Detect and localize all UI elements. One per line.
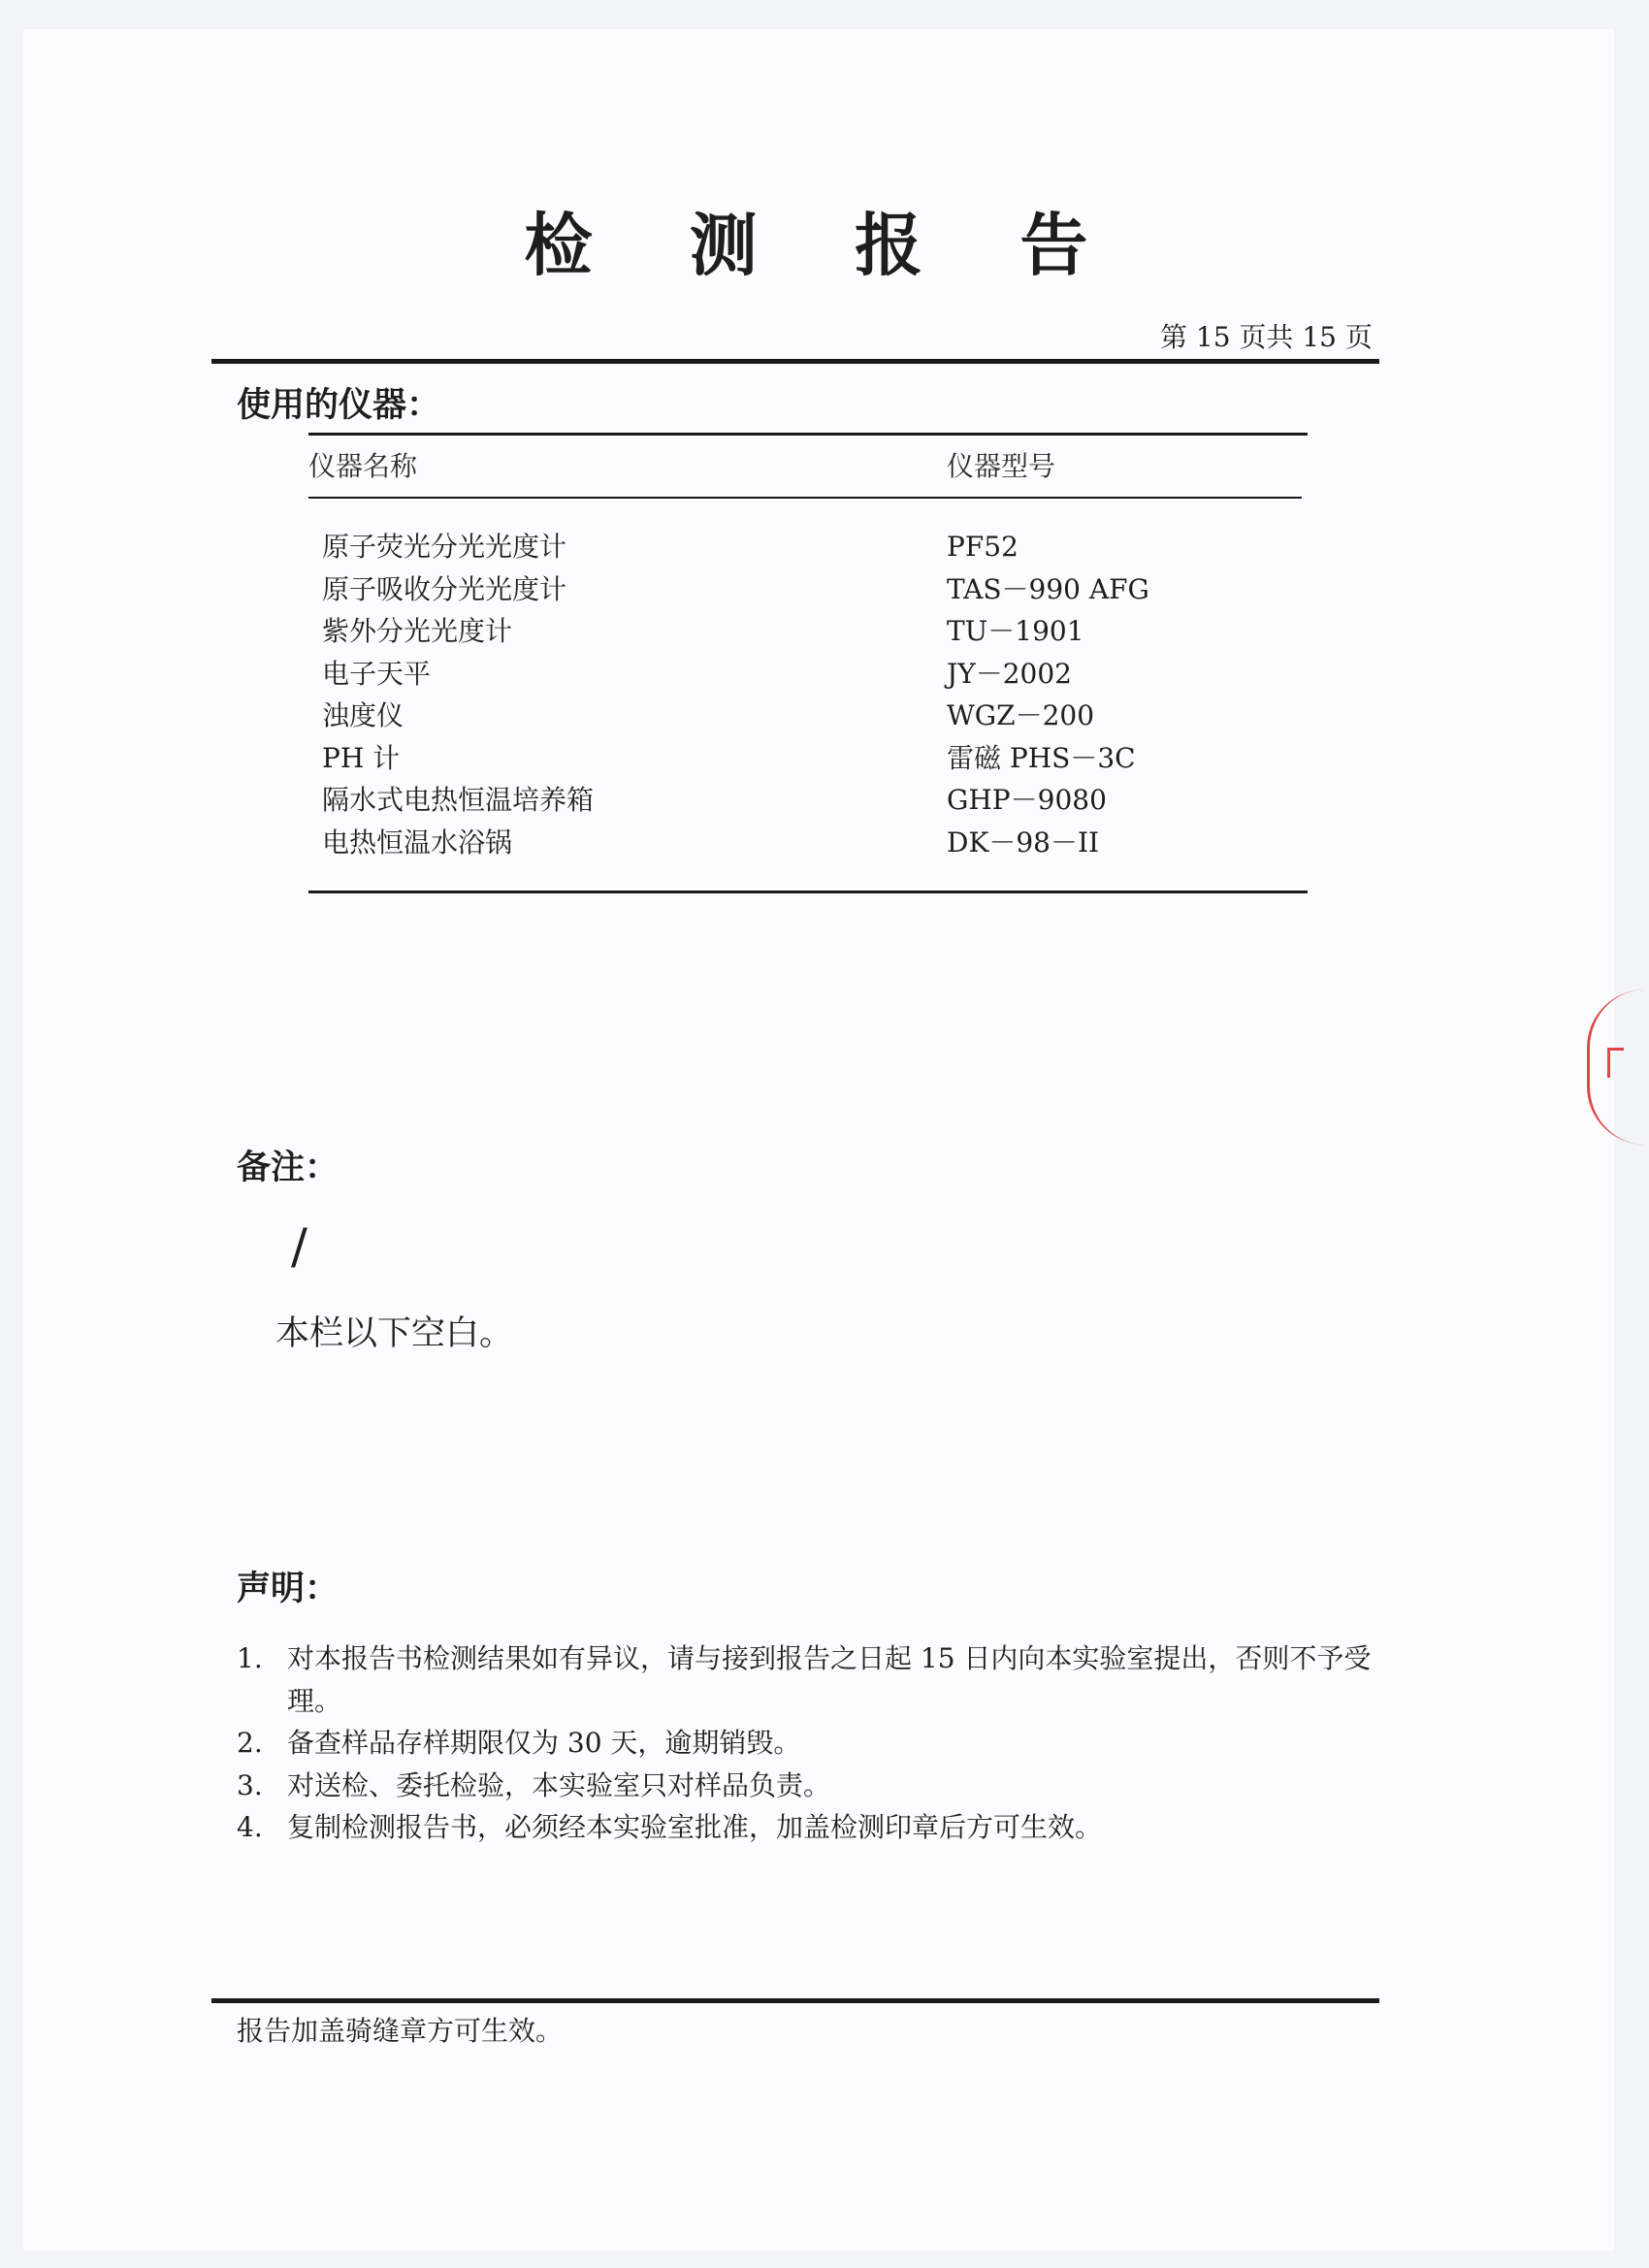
table-top-rule	[308, 433, 1308, 436]
instrument-name: 紫外分光光度计	[322, 615, 513, 647]
table-row	[322, 784, 1195, 829]
list-item-number: 3.	[237, 1768, 263, 1801]
table-bottom-rule	[308, 891, 1308, 893]
header-rule	[211, 359, 1379, 364]
list-item	[237, 1806, 1372, 1849]
instruments-table	[322, 531, 1195, 871]
column-header-model: 仪器型号	[947, 450, 1056, 482]
list-item-number: 2.	[237, 1727, 263, 1759]
instruments-heading: 使用的仪器：	[237, 385, 441, 425]
list-item-number: 1.	[237, 1642, 263, 1674]
column-header-name: 仪器名称	[308, 450, 418, 482]
blank-below-note: 本栏以下空白。	[275, 1314, 514, 1353]
table-row	[322, 657, 1195, 703]
declaration-list	[237, 1637, 1372, 1849]
instrument-name: 隔水式电热恒温培养箱	[322, 784, 595, 816]
table-row	[322, 826, 1195, 872]
list-item-text: 备查样品存样期限仅为 30 天，逾期销毁。	[287, 1727, 801, 1759]
page-indicator: 第 15 页共 15 页	[1160, 321, 1373, 353]
instrument-name: 电热恒温水浴锅	[322, 826, 513, 859]
list-item-text: 对本报告书检测结果如有异议，请与接到报告之日起 15 日内向本实验室提出，否则不予受理。	[287, 1642, 1372, 1717]
instrument-model: JY－2002	[947, 657, 1072, 690]
instrument-model: TU－1901	[947, 615, 1084, 647]
instrument-name: 原子荧光分光光度计	[322, 531, 567, 563]
table-row	[322, 741, 1195, 788]
table-row	[322, 699, 1195, 745]
list-item	[237, 1637, 1372, 1722]
table-row	[322, 531, 1195, 576]
list-item	[237, 1765, 1372, 1807]
instrument-model: PF52	[947, 531, 1018, 563]
instrument-model: GHP－9080	[947, 784, 1107, 816]
list-item-text: 对送检、委托检验，本实验室只对样品负责。	[287, 1768, 831, 1801]
instrument-name: 浊度仪	[322, 699, 404, 731]
footer-note: 报告加盖骑缝章方可生效。	[237, 2015, 564, 2047]
instrument-model: 雷磁 PHS－3C	[947, 741, 1136, 774]
instrument-name: 原子吸收分光光度计	[322, 572, 567, 605]
instrument-model: WGZ－200	[947, 699, 1095, 731]
list-item-text: 复制检测报告书，必须经本实验室批准，加盖检测印章后方可生效。	[287, 1811, 1103, 1843]
instrument-name: PH 计	[322, 741, 401, 774]
table-row	[322, 572, 1195, 619]
table-header-rule	[308, 497, 1302, 499]
list-item	[237, 1722, 1372, 1765]
footer-rule	[211, 1998, 1379, 2003]
report-title: 检 测 报 告	[524, 205, 1125, 285]
table-row	[322, 615, 1195, 661]
list-item-number: 4.	[237, 1811, 263, 1843]
instrument-name: 电子天平	[322, 657, 432, 690]
remarks-heading: 备注：	[237, 1148, 340, 1187]
declaration-heading: 声明：	[237, 1569, 340, 1608]
instrument-model: DK－98－II	[947, 826, 1100, 859]
remarks-content: /	[291, 1218, 307, 1275]
instrument-model: TAS－990 AFG	[947, 572, 1149, 605]
